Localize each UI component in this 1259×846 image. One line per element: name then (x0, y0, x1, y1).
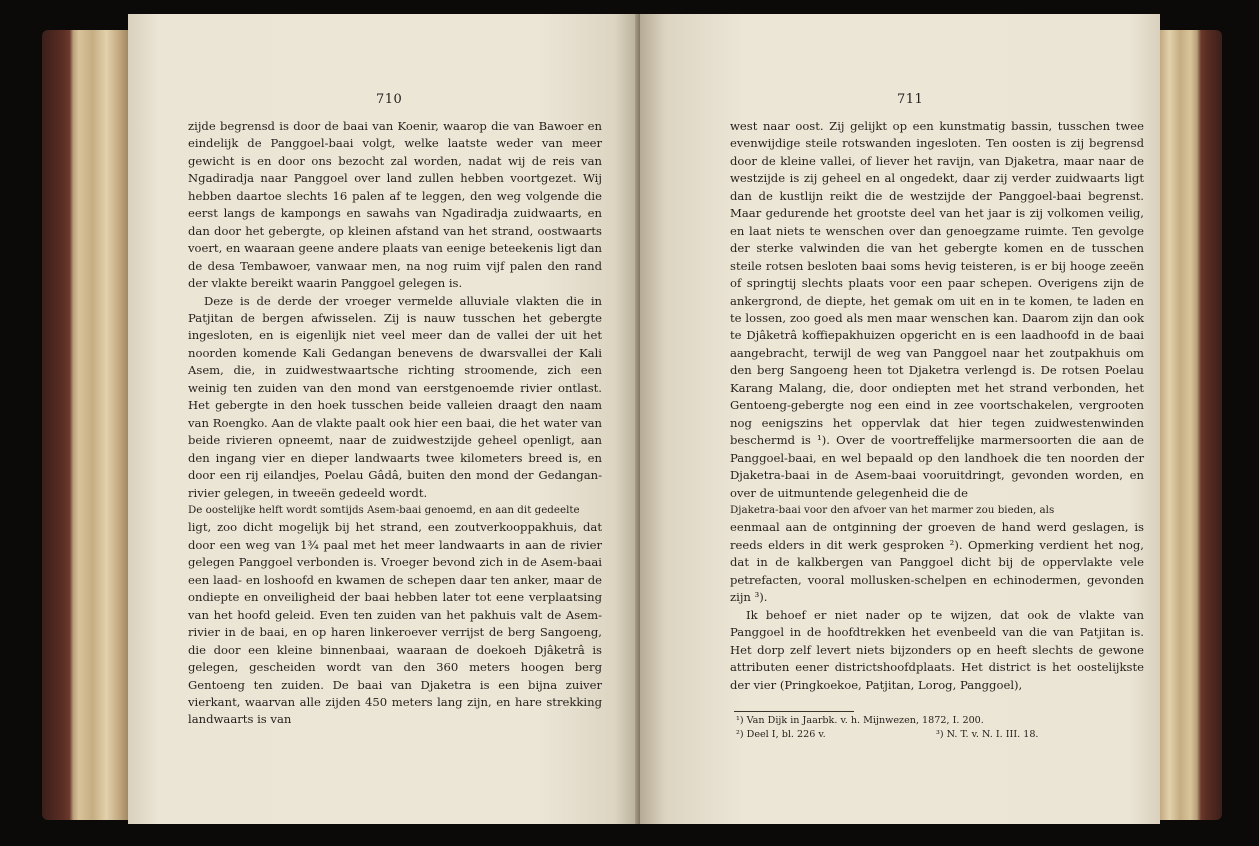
paragraph-small: De oostelijke helft wordt somtijds Asem-baai genoemd, en aan dit gedeelte (188, 503, 580, 516)
paragraph: eenmaal aan de ontginning der groeven de hand werd geslagen, is reeds elders in dit werk gesproken ²). Opmerking verdient het nog, dat in de kalkbergen van Panggoel dicht bij de oppervlakte vele petrefacten, vooral mollusken-schelpen en echinodermen, gevonden zijn ³). (730, 520, 1144, 605)
paragraph: ligt, zoo dicht mogelijk bij het strand, een zoutverkooppakhuis, dat door een weg van 1¾ paal met het meer landwaarts in aan de rivier gelegen Panggoel verbonden is. Vroeger bevond zich in de Asem-baai een laad- en loshoofd en kwamen de schepen daar ten anker, maar de ondiepte en onveiligheid der baai hebben later tot eene verplaatsing van het hoofd geleid. Even ten zuiden van het pakhuis valt de Asem-rivier in de baai, en op haren linkeroever verrijst de berg Sangoeng, die door een kleine binnenbaai, waaraan de doekoeh Djâketrâ is gelegen, gescheiden wordt van den 360 meters hoogen berg Gentoeng ten zuiden. De baai van Djaketra is een bijna zuiver vierkant, waarvan alle zijden 450 meters lang zijn, en hare strekking landwaarts is van (188, 520, 602, 727)
right-page (640, 14, 1160, 824)
left-page (128, 14, 640, 824)
footnotes (736, 714, 1136, 742)
footnote-row (736, 728, 1136, 742)
page-number-right: 711 (897, 92, 924, 107)
paragraph: west naar oost. Zij gelijkt op een kunstmatig bassin, tusschen twee evenwijdige steile rotswanden ingesloten. Ten oosten is zij begrensd door de kleine vallei, of liever het ravijn, van Djaketra, maar naar de westzijde is zij geheel en al ongedekt, daar zij verder zuidwaarts ligt dan de kustlijn reikt die de westzijde der Panggoel-baai begrenst. Maar gedurende het grootste deel van het jaar is zij volkomen veilig, en laat niets te wenschen over dan genoegzame ruimte. Ten gevolge der sterke valwinden die van het gebergte komen en de tusschen steile rotsen besloten baai soms hevig teisteren, is er bij hooge zeeën of springtij slechts plaats voor een paar schepen. Overigens zijn de ankergrond, de diepte, het gemak om uit en in te komen, te laden en te lossen, zoo goed als men maar wenschen kan. Daarom zijn dan ook te Djâketrâ koffiepakhuizen opgericht en is een laadhoofd in de baai aangebracht, terwijl de weg van Panggoel naar het zoutpakhuis om den berg Sangoeng heen tot Djaketra verlengd is. De rotsen Poelau Karang Malang, die, door ondiepten met het strand verbonden, het Gentoeng-gebergte nog een eind in zee voortschakelen, vergrooten nog eenigszins het oppervlak dat hier tegen zuidwestenwinden beschermd is ¹). Over de voortreffelijke marmersoorten die aan de Panggoel-baai, en wel bepaald op den landhoek die ten noorden der Djaketra-baai in de Asem-baai vooruitdringt, gevonden worden, en over de uitmuntende gelegenheid die de (730, 119, 1144, 500)
footnote: ²) Deel I, bl. 226 v. (736, 729, 826, 740)
footnote: ³) N. T. v. N. I. III. 18. (936, 729, 1039, 740)
page-number-left: 710 (376, 92, 403, 107)
paragraph-small: Djaketra-baai voor den afvoer van het marmer zou bieden, als (730, 503, 1055, 516)
paragraph: Deze is de derde der vroeger vermelde alluviale vlakten die in Patjitan de bergen afwisselen. Zij is nauw tusschen het gebergte ingesloten, en is eigenlijk niet veel meer dan de vallei der uit het noorden komende Kali Gedangan benevens de dwarsvallei der Kali Asem, die, in zuidwestwaartsche richting stroomende, zich een weinig ten zuiden van den mond van eerstgenoemde rivier ontlast. Het gebergte in den hoek tusschen beide valleien draagt den naam van Roengko. Aan de vlakte paalt ook hier een baai, die het water van beide rivieren opneemt, naar de zuidwestzijde geheel openligt, aan den ingang vier en dieper landwaarts twee kilometers breed is, en door een rij eilandjes, Poelau Gâdâ, buiten den mond der Gedangan-rivier gelegen, in tweeën gedeeld wordt. (188, 293, 602, 500)
left-page-text (188, 118, 602, 729)
footnote: ¹) Van Dijk in Jaarbk. v. h. Mijnwezen, 1872, I. 200. (736, 715, 984, 726)
paragraph: zijde begrensd is door de baai van Koenir, waarop die van Bawoer en eindelijk de Panggoel-baai volgt, welke laatste weder van meer gewicht is en door ons bezocht zal worden, nadat wij de reis van Ngadiradja naar Panggoel over land zullen hebben voortgezet. Wij hebben daartoe slechts 16 palen af te leggen, den weg volgende die eerst langs de kampongs en sawahs van Ngadiradja zuidwaarts, en dan door het gebergte, op kleinen afstand van het strand, oostwaarts voert, en waaraan geene andere plaats van eenige beteekenis ligt dan de desa Tembawoer, vanwaar men, na nog ruim vijf palen den rand der vlakte bereikt waarin Panggoel gelegen is. (188, 119, 602, 291)
right-page-text (730, 118, 1144, 694)
book-edge-right (1152, 30, 1222, 820)
paragraph: Ik behoef er niet nader op te wijzen, dat ook de vlakte van Panggoel in de hoofdtrekken het evenbeeld van die van Patjitan is. Het dorp zelf levert niets bijzonders op en heeft slechts de gewone attributen eener districtshoofdplaats. Het district is het oostelijkste der vier (Pringkoekoe, Patjitan, Lorog, Panggoel), (730, 607, 1144, 692)
footnote-rule (734, 711, 854, 712)
open-book (42, 8, 1222, 838)
book-edge-left (42, 30, 134, 820)
